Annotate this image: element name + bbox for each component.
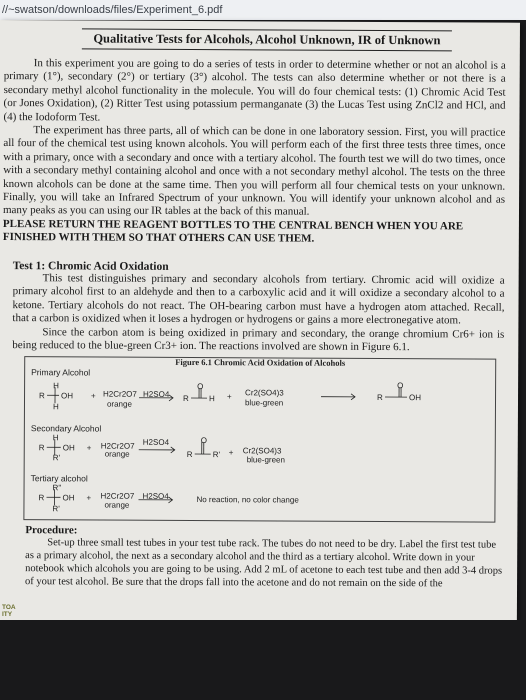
primary-oh: OH (61, 391, 74, 401)
sticker-line-1: TOA (2, 604, 16, 611)
primary-product-salt: Cr2(SO4)3 (245, 388, 284, 398)
figure-6-1 (23, 356, 496, 522)
secondary-product-salt: Cr2(SO4)3 (242, 446, 282, 456)
tertiary-r: R (38, 493, 45, 503)
secondary-alcohol-label: Secondary Alcohol (30, 423, 102, 434)
procedure-text: Set-up three small test tubes in your test tube rack. The tubes do not need to be dry. Label the first test tube as a primary alcohol, the next as a secondary alcohol and the third as a tertiary alcohol. Write down in your notebook which alcohols you are going to be using. Add 2 mL of acetone to each test tube and then add 3-4 drops of your test alcohol. Be sure that the drops fall into the acetone and do not remain on the side of the (25, 537, 503, 590)
secondary-reagent-color: orange (104, 449, 130, 459)
secondary-h: H (52, 433, 59, 443)
aldehyde-r: R (182, 394, 189, 404)
primary-reagent: H2Cr2O7 (103, 389, 137, 400)
laptop-sticker (2, 604, 16, 618)
secondary-reagent: H2Cr2O7 (100, 441, 135, 452)
laptop-bezel (0, 620, 526, 700)
primary-h-bottom: H (52, 402, 59, 412)
url-path[interactable]: //~swatson/downloads/files/Experiment_6.pdf (0, 0, 526, 20)
ketone-r: R (186, 450, 193, 460)
secondary-oh: OH (62, 443, 75, 453)
aldehyde-h: H (208, 394, 215, 404)
figure-caption: Figure 6.1 Chromic Acid Oxidation of Alcohols (175, 357, 346, 369)
reagent-notice: PLEASE RETURN THE REAGENT BOTTLES TO THE CENTRAL BENCH WHEN YOU ARE FINISHED WITH THEM SO THAT OTHERS CAN USE THEM. (2, 217, 464, 245)
tertiary-oh: OH (62, 493, 75, 503)
primary-plus: + (91, 391, 96, 401)
primary-reagent-color: orange (106, 399, 132, 410)
primary-alcohol-label: Primary Alcohol (31, 367, 91, 378)
tertiary-reagent: H2Cr2O7 (100, 491, 135, 502)
secondary-r: R (38, 443, 45, 453)
intro-paragraph-1: In this experiment you are going to do a series of tests in order to determine whether or not an alcohol is a primary (1°), secondary (2°) or tertiary (3°) alcohol. The tests can also determine whether or not there is a secondary methyl alcohol functionality in the molecule. You will do four chemical tests: (1) Chromic Acid Test (or Jones Oxidation), (2) Ritter Test using potassium permanganate (3) the Lucas Test using ZnCl2 and HCl, and (4) the Iodoform Test. (3, 57, 506, 124)
pdf-page (0, 20, 520, 623)
primary-r: R (39, 391, 45, 401)
ketone-o: O (200, 436, 208, 446)
tertiary-alcohol-label: Tertiary alcohol (30, 473, 88, 484)
test1-heading: Test 1: Chromic Acid Oxidation (12, 259, 169, 273)
primary-product-color: blue-green (244, 398, 284, 408)
secondary-plus: + (86, 443, 92, 453)
acid-oh: OH (409, 393, 422, 403)
secondary-rp: R' (52, 453, 61, 463)
sticker-line-2: ITY (2, 611, 13, 618)
tertiary-reagent-color: orange (104, 500, 130, 510)
primary-h-top: H (53, 381, 59, 391)
secondary-acid: H2SO4 (142, 438, 170, 448)
primary-acid: H2SO4 (143, 390, 170, 400)
test1-paragraph-1: This test distinguishes primary and secondary alcohols from tertiary. Chromic acid will oxidize a primary alcohol first to an aldehyde and then to a carboxylic acid and it will oxidize a secondary alcohol to a ketone. Tertiary alcohols do not react. The OH-bearing carbon must have a hydrogen atom attached. Recall, that a carbon is oxidized when it loses a hydrogen or hydrogens or gains a more electronegative atom. (12, 272, 505, 327)
test1-paragraph-2: Since the carbon atom is being oxidized in primary and secondary, the orange chromium Cr6+ ion is being reduced to the blue-green Cr3+ ion. The reactions involved are shown in Figure 6.1. (12, 325, 505, 354)
secondary-product-color: blue-green (246, 455, 285, 465)
no-reaction-text: No reaction, no color change (196, 495, 299, 505)
primary-plus-2: + (227, 392, 232, 402)
tertiary-rp: R' (52, 504, 60, 514)
secondary-plus-2: + (228, 448, 234, 458)
procedure-heading: Procedure: (25, 524, 78, 537)
tertiary-plus: + (86, 493, 92, 503)
aldehyde-o: O (197, 382, 204, 392)
tertiary-acid: H2SO4 (142, 492, 169, 502)
ketone-rp: R' (212, 450, 221, 460)
acid-o: O (397, 381, 404, 391)
document-title: Qualitative Tests for Alcohols, Alcohol Unknown, IR of Unknown (82, 28, 452, 51)
intro-paragraph-2: The experiment has three parts, all of which can be done in one laboratory session. First, you will practice all four of the chemical test using known alcohols. You will perform each of the first three tests three times, once with a primary, once with a secondary and once with a tertiary alcohol. The fourth test we will do two times, once with a secondary methyl containing alcohol and once with a not secondary methyl alcohol. The tests on the three known alcohols can be done at the same time. Then you will perform all four chemical tests on your unknown. Finally, you will take an Infrared Spectrum of your unknown. You will identify your unknown alcohol and as many peaks as you can using our IR tables at the back of this manual. (2, 124, 506, 219)
acid-r: R (377, 393, 383, 403)
figure-arrows (24, 357, 495, 521)
tertiary-rpp: R" (52, 483, 62, 493)
